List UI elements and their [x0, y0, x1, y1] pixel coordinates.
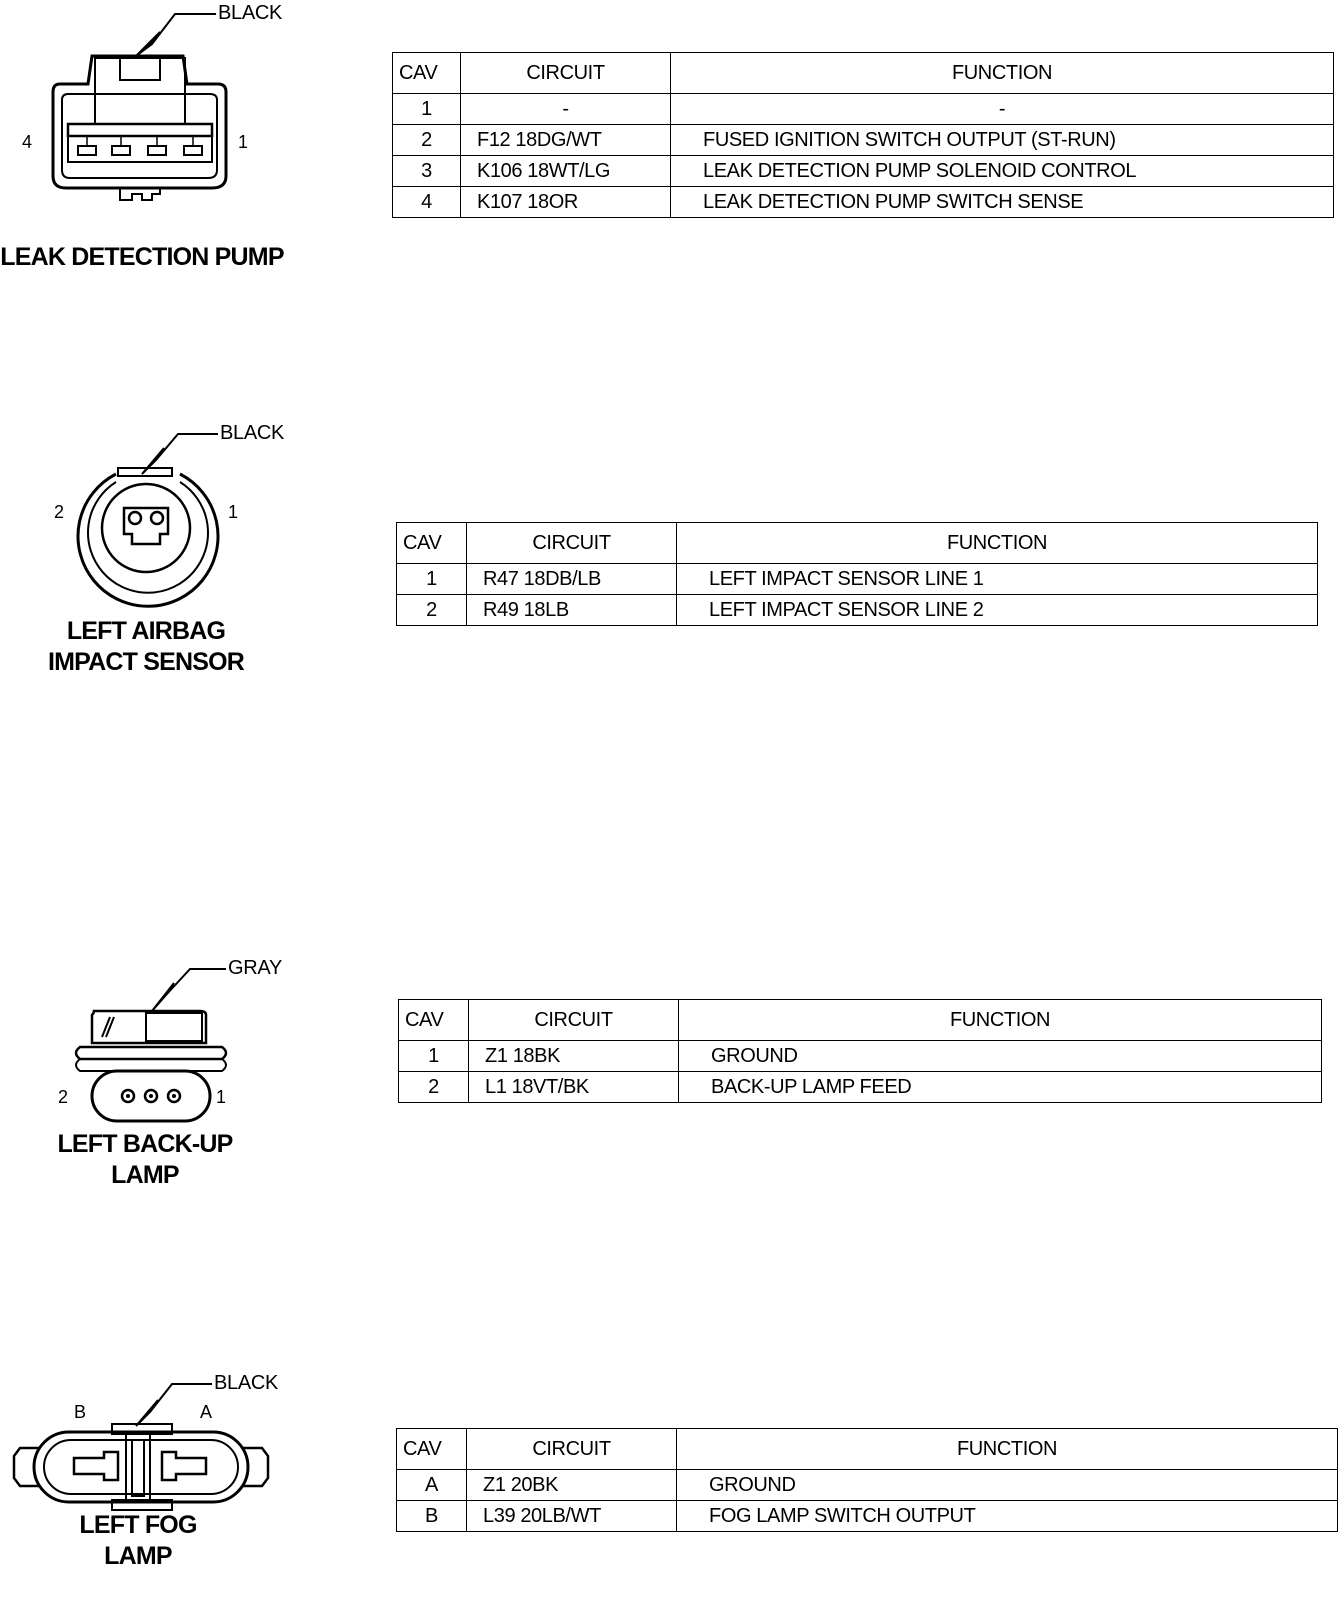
table-header-row — [393, 53, 1334, 94]
connector-color-label: GRAY — [228, 957, 282, 979]
connector-name-line: LEFT BACK-UP — [57, 1130, 233, 1158]
connector-section-left-fog-lamp — [0, 1370, 1344, 1612]
cell-circuit: L39 20LB/WT — [467, 1501, 677, 1532]
cell-function: GROUND — [679, 1041, 1322, 1072]
connector-face-icon — [0, 0, 300, 240]
connector-color-label: BLACK — [218, 2, 283, 24]
table-header-row — [397, 523, 1318, 564]
connector-section-left-back-up-lamp — [0, 955, 1344, 1205]
header-circuit: CIRCUIT — [467, 523, 677, 564]
pin-label-right: 1 — [228, 502, 239, 522]
cell-function: LEFT IMPACT SENSOR LINE 2 — [677, 595, 1318, 626]
cell-function: LEAK DETECTION PUMP SOLENOID CONTROL — [671, 156, 1334, 187]
cell-cav: A — [397, 1470, 467, 1501]
header-function: FUNCTION — [677, 1429, 1338, 1470]
connector-color-label: BLACK — [214, 1372, 279, 1394]
header-cav: CAV — [397, 1429, 467, 1470]
cell-function: LEAK DETECTION PUMP SWITCH SENSE — [671, 187, 1334, 218]
table-row — [393, 187, 1334, 218]
cell-circuit: K106 18WT/LG — [461, 156, 671, 187]
table-row — [393, 156, 1334, 187]
pinout-table — [392, 52, 1334, 218]
table-row — [397, 1470, 1338, 1501]
pin-label-left: 4 — [22, 132, 33, 152]
connector-name-line: LAMP — [111, 1161, 179, 1189]
header-function: FUNCTION — [671, 53, 1334, 94]
cell-cav: 3 — [393, 156, 461, 187]
cell-cav: 2 — [399, 1072, 469, 1103]
cell-cav: 2 — [397, 595, 467, 626]
header-circuit: CIRCUIT — [469, 1000, 679, 1041]
cell-circuit: Z1 18BK — [469, 1041, 679, 1072]
connector-name-line: LEFT FOG — [79, 1511, 197, 1539]
pin-label-right: 1 — [216, 1087, 227, 1107]
cell-circuit: F12 18DG/WT — [461, 125, 671, 156]
cell-circuit: R47 18DB/LB — [467, 564, 677, 595]
table-row — [397, 1501, 1338, 1532]
pin-label-left: 2 — [58, 1087, 69, 1107]
cell-cav: 4 — [393, 187, 461, 218]
table-row — [393, 125, 1334, 156]
header-cav: CAV — [399, 1000, 469, 1041]
header-cav: CAV — [397, 523, 467, 564]
connector-name-line: IMPACT SENSOR — [47, 648, 245, 676]
pinout-table — [396, 1428, 1338, 1532]
header-circuit: CIRCUIT — [467, 1429, 677, 1470]
pinout-table — [396, 522, 1318, 626]
connector-name-line: LEAK DETECTION PUMP — [0, 243, 284, 271]
cell-function: GROUND — [677, 1470, 1338, 1501]
cell-cav: B — [397, 1501, 467, 1532]
table-row — [399, 1041, 1322, 1072]
pin-label-right: 1 — [238, 132, 249, 152]
header-circuit: CIRCUIT — [461, 53, 671, 94]
connector-section-left-airbag-impact-sensor — [0, 420, 1344, 700]
header-cav: CAV — [393, 53, 461, 94]
cell-function: FOG LAMP SWITCH OUTPUT — [677, 1501, 1338, 1532]
connector-name — [0, 1510, 276, 1572]
cell-function: - — [671, 94, 1334, 125]
connector-name — [0, 616, 292, 678]
table-row — [399, 1072, 1322, 1103]
table-row — [397, 564, 1318, 595]
header-function: FUNCTION — [677, 523, 1318, 564]
header-function: FUNCTION — [679, 1000, 1322, 1041]
connector-name-line: LAMP — [104, 1542, 172, 1570]
cell-circuit: L1 18VT/BK — [469, 1072, 679, 1103]
table-row — [393, 94, 1334, 125]
connector-name — [0, 242, 284, 273]
cell-cav: 1 — [393, 94, 461, 125]
cell-cav: 1 — [399, 1041, 469, 1072]
connector-name — [0, 1129, 290, 1191]
pin-label-left: 2 — [54, 502, 65, 522]
cell-circuit: - — [461, 94, 671, 125]
table-row — [397, 595, 1318, 626]
table-header-row — [397, 1429, 1338, 1470]
cell-function: BACK-UP LAMP FEED — [679, 1072, 1322, 1103]
connector-face-icon — [0, 955, 300, 1135]
cell-circuit: R49 18LB — [467, 595, 677, 626]
pin-label-right: A — [200, 1402, 213, 1422]
connector-face-icon — [0, 420, 300, 620]
cell-circuit: K107 18OR — [461, 187, 671, 218]
cell-function: FUSED IGNITION SWITCH OUTPUT (ST-RUN) — [671, 125, 1334, 156]
cell-circuit: Z1 20BK — [467, 1470, 677, 1501]
pinout-table — [398, 999, 1322, 1103]
cell-cav: 1 — [397, 564, 467, 595]
connector-name-line: LEFT AIRBAG — [66, 617, 226, 645]
cell-cav: 2 — [393, 125, 461, 156]
cell-function: LEFT IMPACT SENSOR LINE 1 — [677, 564, 1318, 595]
pin-label-left: B — [74, 1402, 87, 1422]
table-header-row — [399, 1000, 1322, 1041]
connector-section-leak-detection-pump — [0, 0, 1344, 300]
connector-color-label: BLACK — [220, 422, 285, 444]
